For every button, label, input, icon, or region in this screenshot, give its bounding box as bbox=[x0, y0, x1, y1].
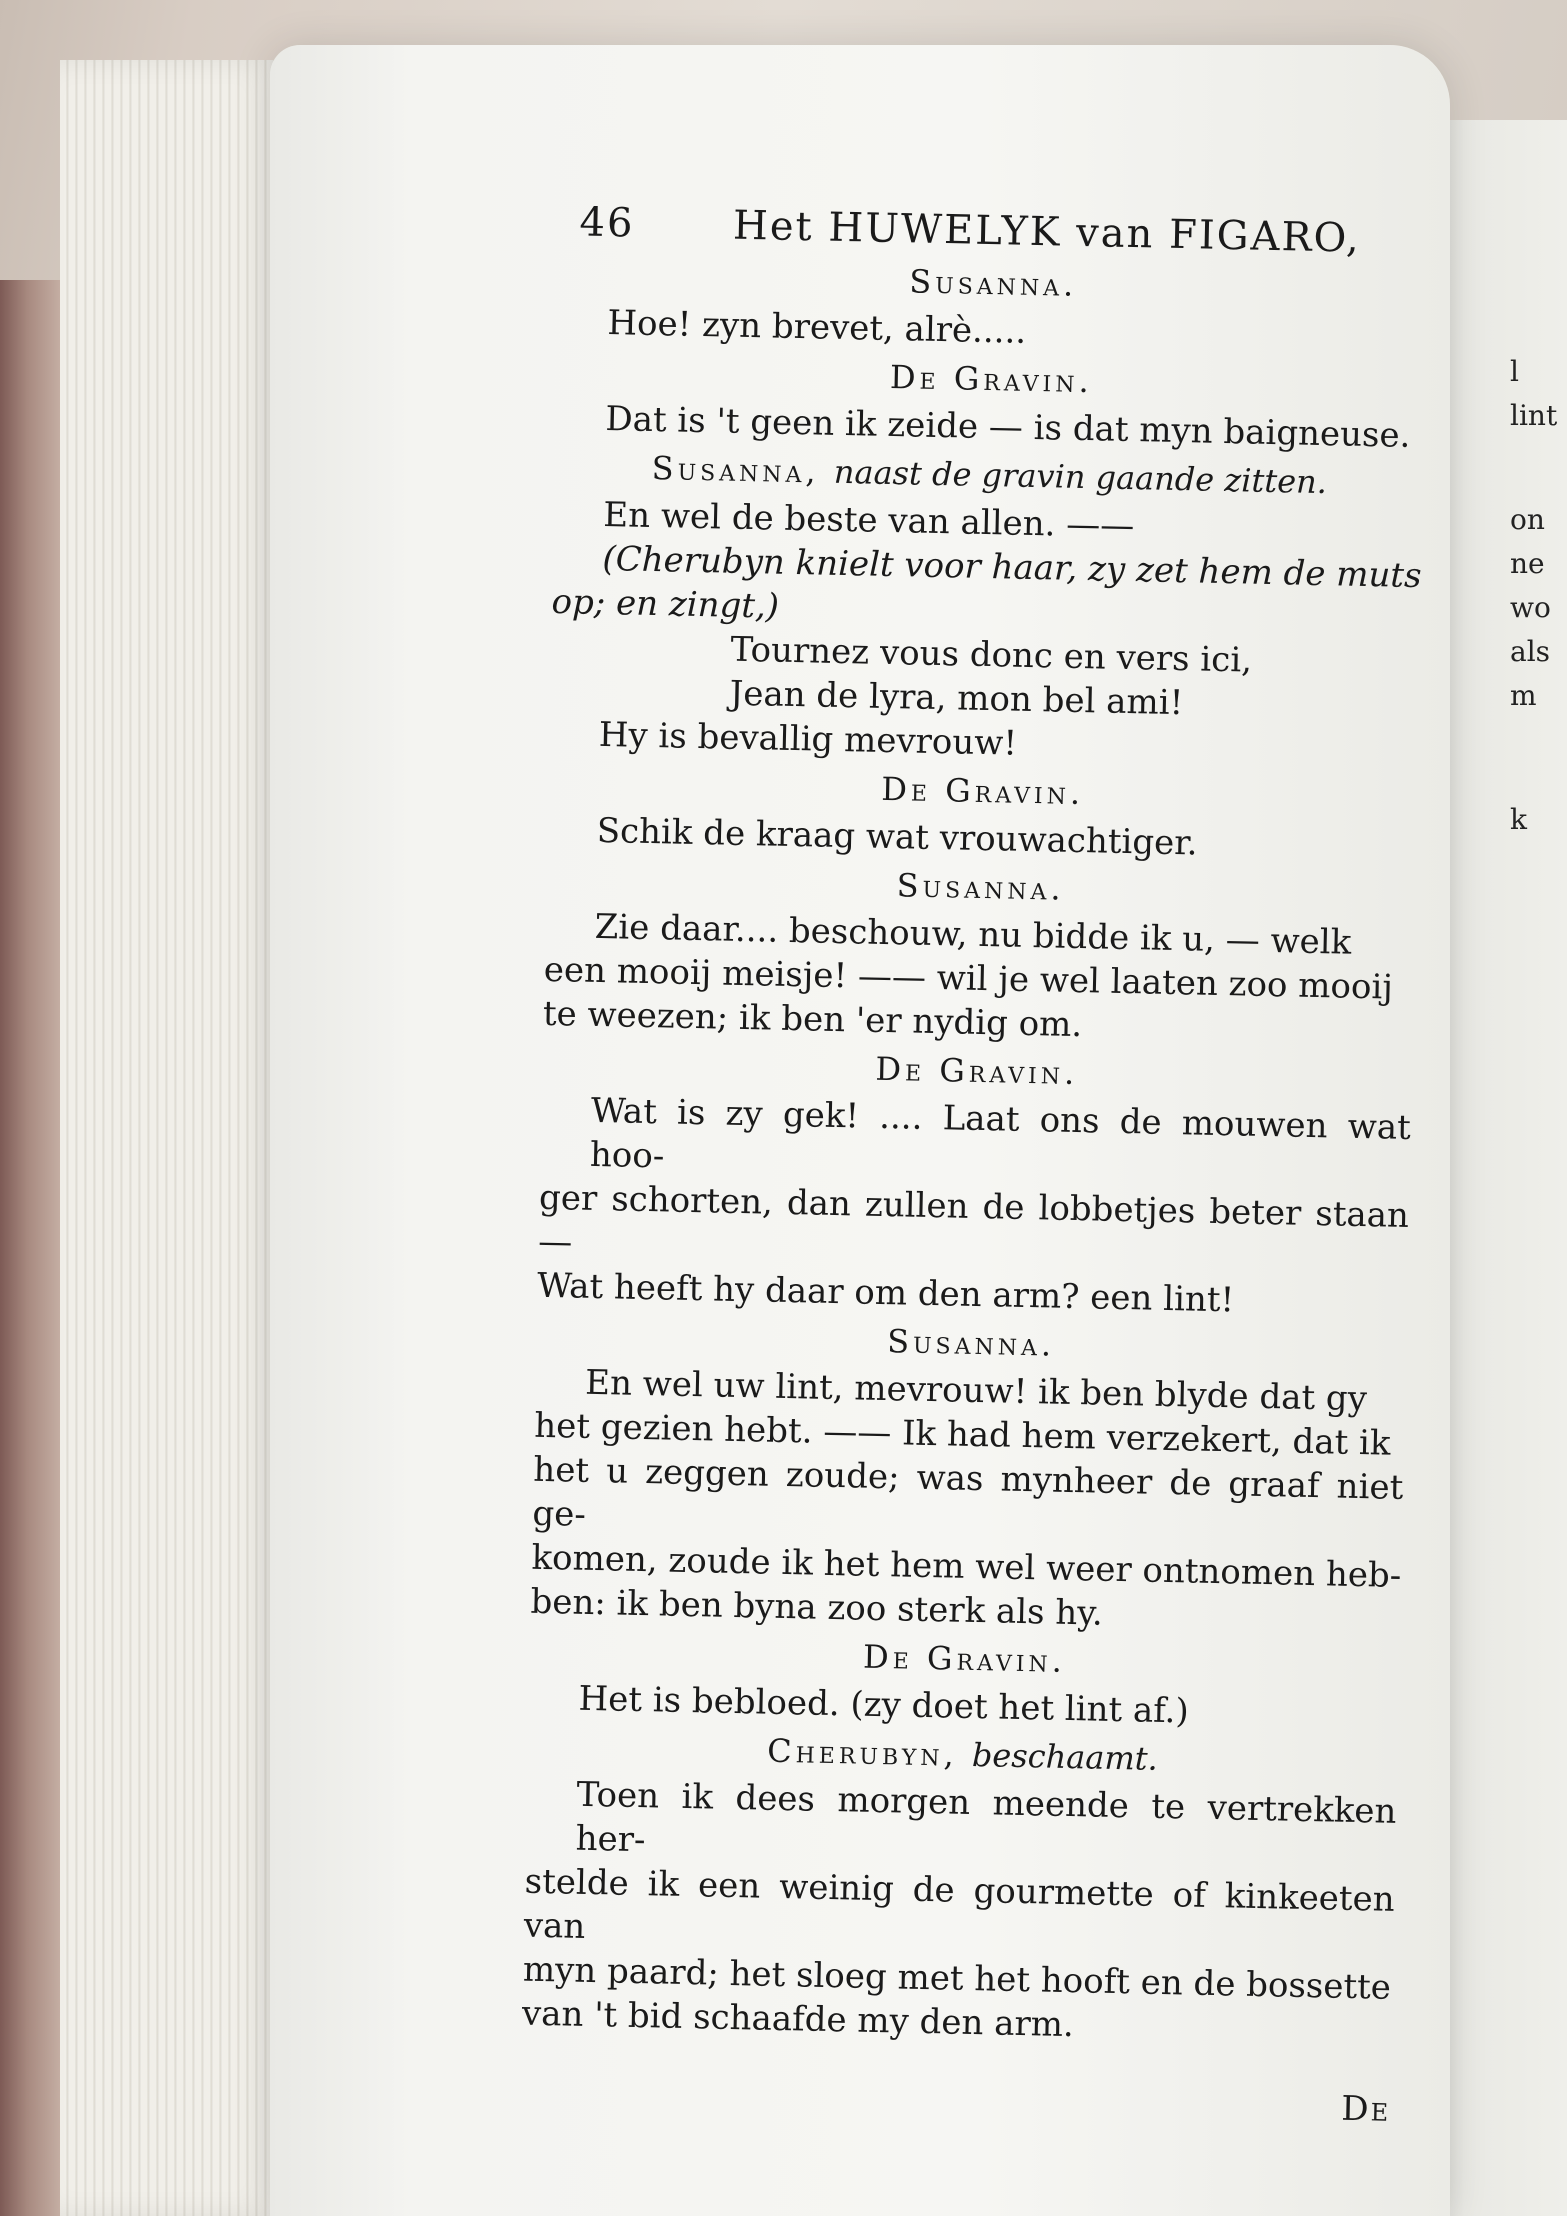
fragment: on bbox=[1510, 503, 1545, 536]
fragment: m bbox=[1510, 679, 1537, 712]
fragment: lint bbox=[1510, 399, 1558, 432]
dialogue-line: Toen ik dees morgen meende te vertrekken her- bbox=[575, 1774, 1397, 1861]
song-line: Tournez vous donc en vers ici, bbox=[730, 629, 1253, 681]
page-text bbox=[520, 200, 1430, 2132]
dialogue-line: Hoe! zyn brevet, alrè..... bbox=[607, 303, 1027, 352]
facing-page-text bbox=[1510, 350, 1567, 842]
speaker-name: De Gravin. bbox=[880, 769, 1085, 813]
stage-direction-line: (Cherubyn knielt voor haar, zy zet hem de muts bbox=[602, 538, 1422, 597]
song-line: Jean de lyra, mon bel ami! bbox=[729, 673, 1184, 724]
dialogue-line: Dat is 't geen ik zeide — is dat myn baigneuse. bbox=[605, 399, 1411, 456]
dialogue-line: Schik de kraag wat vrouwachtiger. bbox=[596, 810, 1199, 864]
speaker-name: Susanna. bbox=[908, 262, 1078, 304]
dialogue-line: En wel uw lint, mevrouw! ik ben blyde dat gy bbox=[584, 1362, 1368, 1420]
dialogue-line: Het is bebloed. (zy doet het lint af.) bbox=[578, 1678, 1190, 1732]
fragment: k bbox=[1510, 803, 1527, 836]
fragment: ne bbox=[1510, 547, 1545, 580]
stage-direction: beschaamt. bbox=[971, 1735, 1159, 1778]
dialogue-line: myn paard; het sloeg met het hooft en de bossette bbox=[522, 1949, 1392, 2008]
page-number: 46 bbox=[579, 199, 635, 247]
dialogue-line: van 't bid schaafde my den arm. bbox=[521, 1993, 1075, 2046]
catchword: De bbox=[1340, 2088, 1391, 2130]
fragment: wo bbox=[1510, 591, 1551, 624]
speaker-name: De Gravin. bbox=[875, 1049, 1079, 1093]
speaker-name: Susanna. bbox=[896, 866, 1066, 908]
dialogue-line: stelde ik een weinig de gourmette of kinkeeten van bbox=[523, 1861, 1396, 1947]
fragment: als bbox=[1510, 635, 1551, 668]
dialogue-line: En wel de beste van allen. —— bbox=[602, 494, 1135, 547]
dialogue-line: Wat is zy gek! .... Laat ons de mouwen wat hoo- bbox=[589, 1090, 1412, 1177]
dialogue-line: het u zeggen zoude; was mynheer de graaf niet ge- bbox=[532, 1449, 1404, 1535]
dialogue-line: Zie daar.... beschouw, nu bidde ik u, — welk bbox=[594, 906, 1352, 963]
running-title: Het HUWELYK van FIGARO, bbox=[732, 202, 1362, 262]
page-stack-edges bbox=[60, 60, 290, 2216]
speaker-name: De Gravin. bbox=[862, 1637, 1067, 1680]
speaker-name: De Gravin. bbox=[889, 357, 1094, 401]
dialogue-line: te weezen; ik ben 'er nydig om. bbox=[542, 993, 1083, 1046]
speaker-name: Cherubyn, beschaamt. bbox=[766, 1731, 1159, 1778]
fragment: l bbox=[1510, 355, 1519, 388]
dialogue-line: komen, zoude ik het hem wel weer ontnomen heb- bbox=[531, 1537, 1402, 1596]
speaker-name: Susanna, naast de gravin gaande zitten. bbox=[651, 448, 1328, 502]
stage-direction: naast de gravin gaande zitten. bbox=[833, 452, 1328, 502]
dialogue-line: Wat heeft hy daar om den arm? een lint! bbox=[536, 1265, 1235, 1321]
stage-direction-line: op; en zingt,) bbox=[551, 581, 780, 627]
dialogue-line: het gezien hebt. —— Ik had hem verzekert, dat ik bbox=[533, 1405, 1391, 1464]
dialogue-line: een mooij meisje! —— wil je wel laaten zoo mooij bbox=[543, 949, 1394, 1008]
dialogue-line: ben: ik ben byna zoo sterk als hy. bbox=[530, 1581, 1104, 1634]
dialogue-line: ger schorten, dan zullen de lobbetjes beter staan — bbox=[537, 1177, 1410, 1263]
speaker-name: Susanna. bbox=[886, 1322, 1056, 1364]
dialogue-line: Hy is bevallig mevrouw! bbox=[598, 714, 1018, 764]
